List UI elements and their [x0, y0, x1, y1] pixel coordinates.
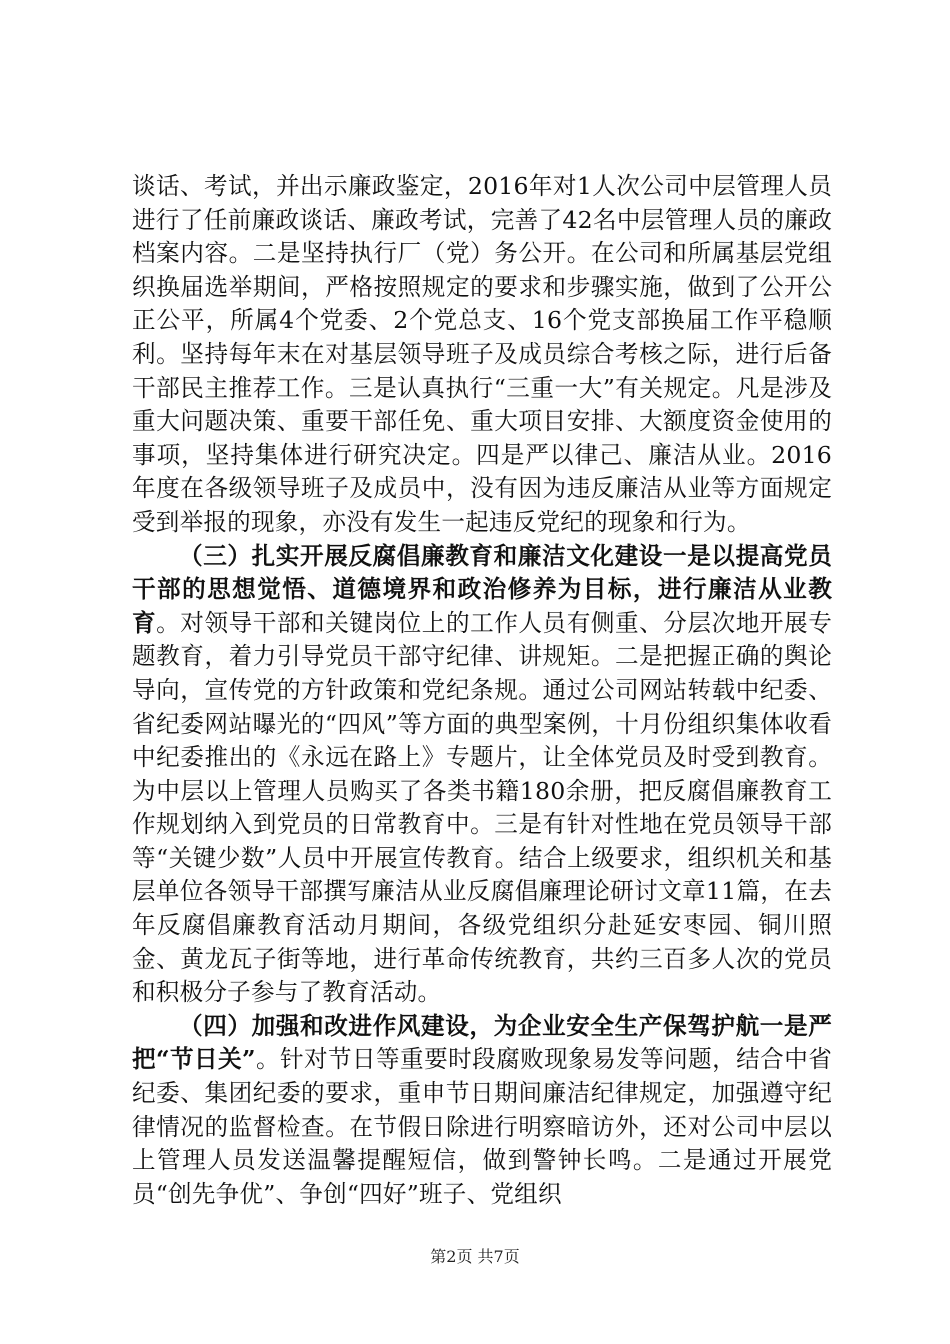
document-body: [132, 170, 832, 1211]
section-body-3: 。对领导干部和关键岗位上的工作人员有侧重、分层次地开展专题教育，着力引导党员干部守纪律、讲规矩。二是把握正确的舆论导向，宣传党的方针政策和党纪条规。通过公司网站转载中纪委、省纪委网站曝光的“四风”等方面的典型案例，十月份组织集体收看中纪委推出的《永远在路上》专题片，让全体党员及时受到教育。为中层以上管理人员购买了各类书籍180余册，把反腐倡廉教育工作规划纳入到党员的日常教育中。三是有针对性地在党员领导干部等“关键少数”人员中开展宣传教育。结合上级要求，组织机关和基层单位各领导干部撰写廉洁从业反腐倡廉理论研讨文章11篇，在去年反腐倡廉教育活动月期间，各级党组织分赴延安枣园、铜川照金、黄龙瓦子街等地，进行革命传统教育，共约三百多人次的党员和积极分子参与了教育活动。: [132, 608, 832, 1007]
paragraph-anticorruption-education: [132, 540, 832, 1010]
section-heading-3: （三）扎实开展反腐倡廉教育和廉洁文化建设一是以提高党员干部的思想觉悟、道德境界和政治修养为目标，进行廉洁从业教育: [132, 541, 832, 637]
section-heading-4: （四）加强和改进作风建设，为企业安全生产保驾护航一是严把“节日关”: [132, 1011, 832, 1074]
paragraph-work-style: [132, 1010, 832, 1212]
section-body-4: 。针对节日等重要时段腐败现象易发等问题，结合中省纪委、集团纪委的要求，重申节日期间廉洁纪律规定，加强遵守纪律情况的监督检查。在节假日除进行明察暗访外，还对公司中层以上管理人员发送温馨提醒短信，做到警钟长鸣。二是通过开展党员“创先争优”、争创“四好”班子、党组织: [132, 1045, 832, 1208]
paragraph-cadre-supervision: 谈话、考试，并出示廉政鉴定，2016年对1人次公司中层管理人员进行了任前廉政谈话、廉政考试，完善了42名中层管理人员的廉政档案内容。二是坚持执行厂（党）务公开。在公司和所属基层党组织换届选举期间，严格按照规定的要求和步骤实施，做到了公开公正公平，所属4个党委、2个党总支、16个党支部换届工作平稳顺利。坚持每年末在对基层领导班子及成员综合考核之际，进行后备干部民主推荐工作。三是认真执行“三重一大”有关规定。凡是涉及重大问题决策、重要干部任免、重大项目安排、大额度资金使用的事项，坚持集体进行研究决定。四是严以律己、廉洁从业。2016年度在各级领导班子及成员中，没有因为违反廉洁从业等方面规定受到举报的现象，亦没有发生一起违反党纪的现象和行为。: [132, 172, 832, 536]
page-footer: 第2页 共7页: [430, 1247, 520, 1266]
